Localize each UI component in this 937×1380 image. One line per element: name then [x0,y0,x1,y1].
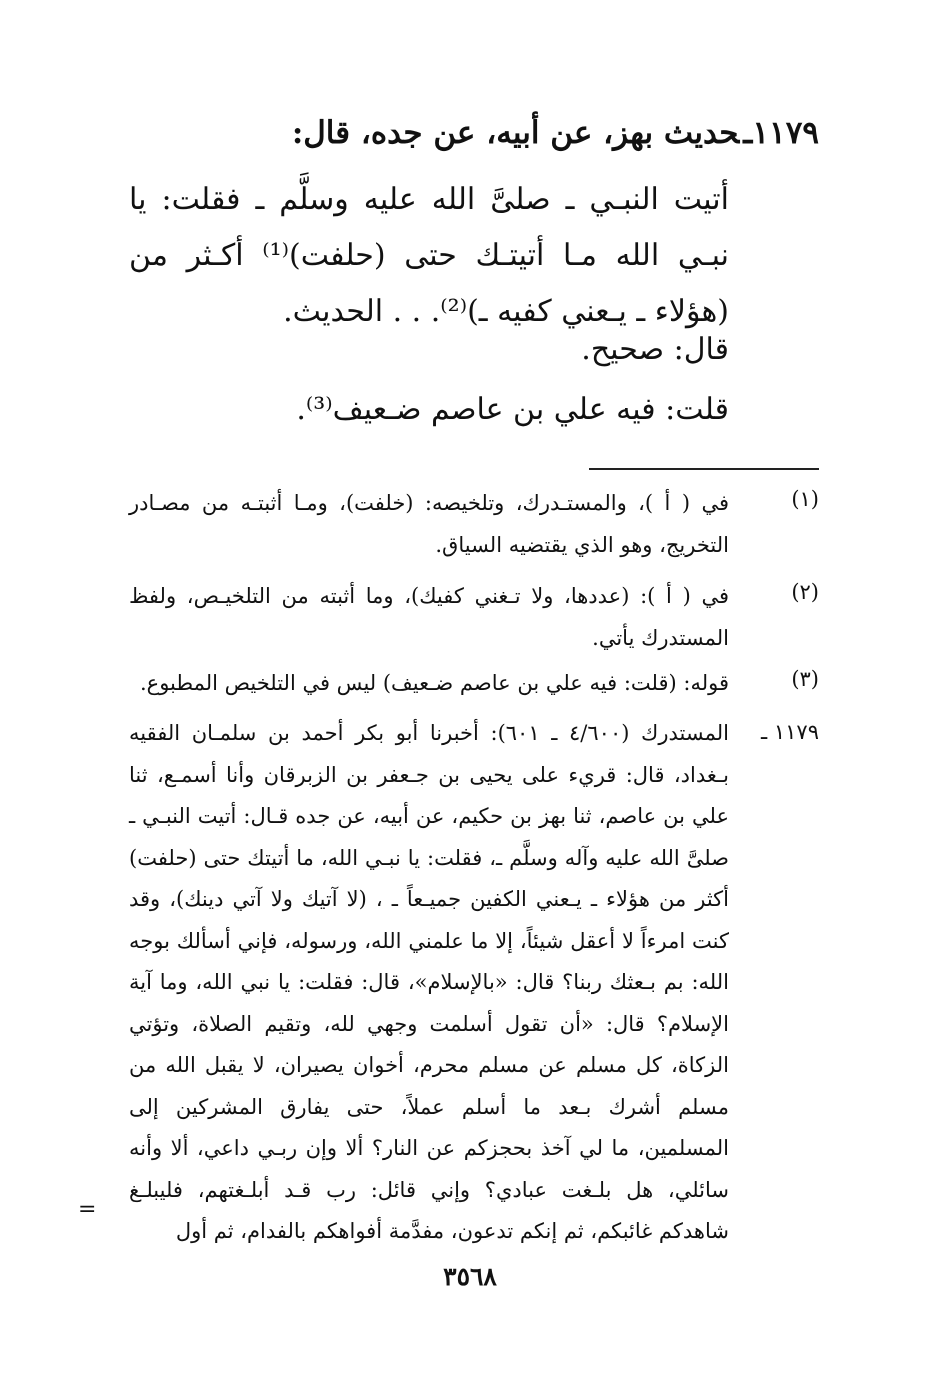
footnote-text: في ( أ ): (عددها، ولا تـغني كفيك)، وما أثبته من التلخيـص، ولفظ المستدرك يأتي. [129,584,729,650]
hadith-text: أتيت النبـي ـ صلىَّ الله عليه وسلَّم ـ فقلت: يا نبـي الله مـا أتيتـك حتى (حلفت)⁽¹⁾ أكـثر من (هؤلاء ـ يـعني كفيه ـ)⁽²⁾. . . الحديث. [129,182,730,329]
reference-number: ١١٧٩ ـ [761,720,819,744]
continuation-mark: = [78,1197,97,1222]
grading-line: قال: صحيح. [581,332,729,367]
hadith-heading-text: حديث بهز، عن أبيه، عن جده، قال: [291,115,740,151]
comment-line: قلت: فيه علي بن عاصم ضـعيف⁽³⁾. [296,392,729,427]
footnote-text: في ( أ )، والمستـدرك، وتلخيصه: (خلفت)، ومـا أثبتـه من مصـادر التخريج، وهو الذي يقتضيه السياق. [129,491,729,557]
hadith-heading [119,115,819,151]
hadith-number: ١١٧٩ـ [743,115,819,151]
footnote-number: (٣) [791,667,819,691]
page-number: ٣٥٦٨ [443,1262,497,1291]
footnote-number: (١) [791,487,819,511]
footnote-text: قوله: (قلت: فيه علي بن عاصم ضـعيف) ليس في التلخيص المطبوع. [139,671,729,695]
footnote-number: (٢) [791,580,819,604]
footnote-separator [589,468,819,470]
reference-text: المستدرك (٤/٦٠٠ ـ ٦٠١): أخبرنا أبو بكر أحمد بن سلمـان الفقيه بـغداد، قال: قريء على يحيى بن جـعفر بن الزبرقان وأنا أسمـع، ثنا علي بن عاصم، ثنا بهز بن حكيم، عن أبيه، عن جده قـال: أتيت النبـي ـ صلىَّ الله عليه وآله وسلَّم ـ، فقلت: يا نبـي الله، ما أتيتك حتى (حلفت) أكثر من هؤلاء ـ يـعني الكفين جميـعاً ـ ، (لا آتيك ولا آتي دينك)، وقد كنت امرءاً لا أعقل شيئاً، إلا ما علمني الله، ورسوله، فإني أسألك بوجه الله: بم بـعثك ربنا؟ قال: «بالإسلام»، قال: فقلت: يا نبي الله، وما آية الإسلام؟ قال: «أن تقول أسلمت وجهي لله، وتقيم الصلاة، وتؤتي الزكاة، كل مسلم عن مسلم محرم، أخوان يصيران، لا يقبل الله من مسلم أشرك بـعد ما أسلم عملاً، حتى يفارق المشركين إلى المسلمين، ما لي آخذ بحجزكم عن النار؟ ألا وإن ربـي داعي، ألا وأنه سائلي، هل بلـغت عبادي؟ وإني قائل: رب قـد أبلـغتهم، فليبلـغ شاهدكم غائبكم، ثم إنكم تدعون، مفدَّمة أفواهكم بالفدام، ثم أول [129,721,729,1243]
